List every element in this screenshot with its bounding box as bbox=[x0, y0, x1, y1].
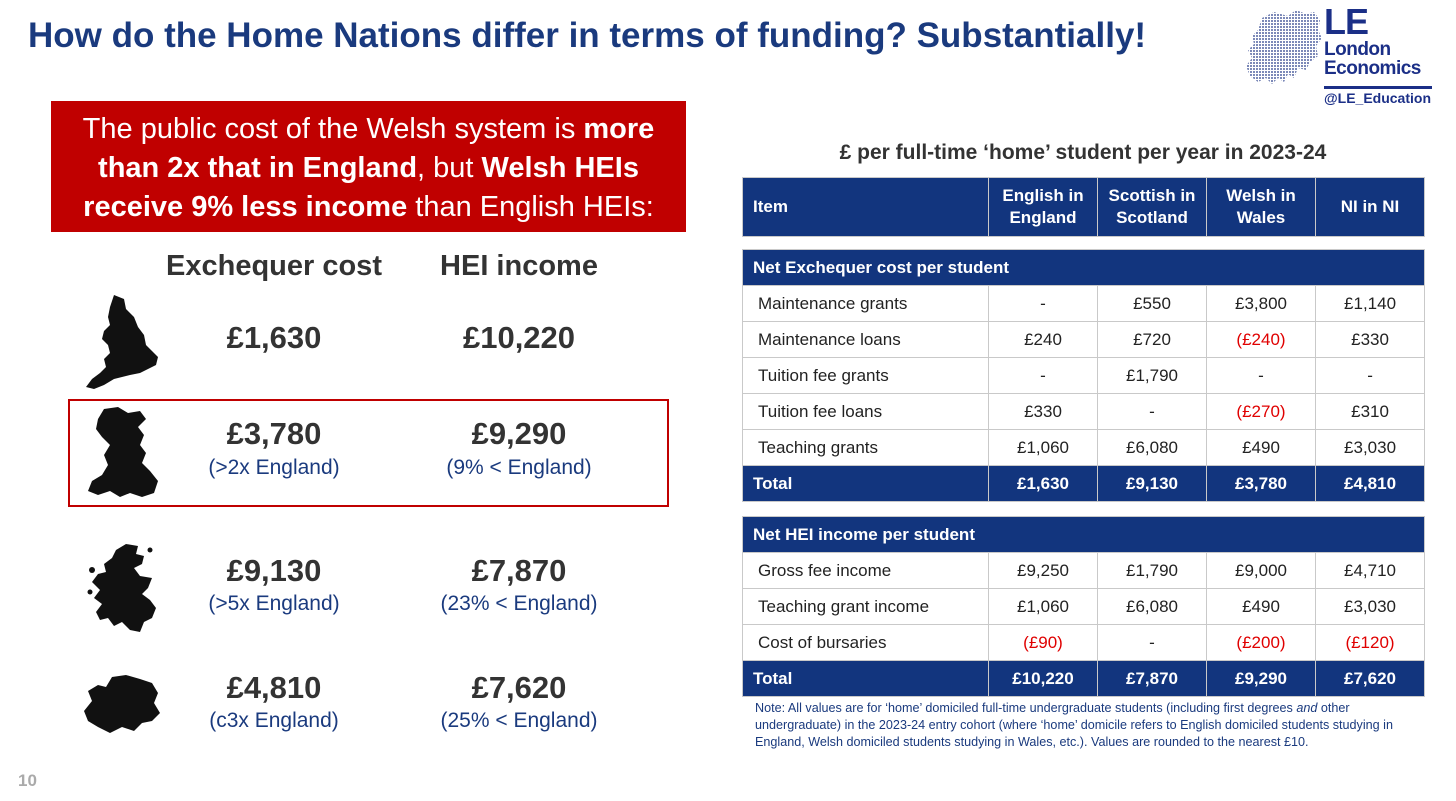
table-row bbox=[743, 589, 1425, 625]
london-economics-logo bbox=[1244, 1, 1438, 110]
row-label: Teaching grant income bbox=[743, 589, 989, 625]
table-cell: £4,710 bbox=[1316, 553, 1425, 589]
table-cell: £3,800 bbox=[1207, 286, 1316, 322]
scotland-exchequer-cost: £9,130 bbox=[226, 553, 322, 588]
callout-text-2: , but bbox=[417, 152, 482, 184]
europe-map-icon bbox=[1244, 8, 1324, 90]
table-cell: £3,030 bbox=[1316, 430, 1425, 466]
wales-exchequer-note: (>2x England) bbox=[208, 456, 340, 479]
table-cell: £490 bbox=[1207, 589, 1316, 625]
logo-line-2: Economics bbox=[1324, 58, 1421, 79]
table-cell-negative: (£270) bbox=[1207, 394, 1316, 430]
table-cell: £310 bbox=[1316, 394, 1425, 430]
total-cell: £7,620 bbox=[1316, 661, 1425, 697]
table-row bbox=[743, 553, 1425, 589]
exchequer-cost-table bbox=[742, 249, 1425, 502]
callout-bold-1: more than 2x that in England bbox=[98, 113, 655, 184]
table-cell: £3,030 bbox=[1316, 589, 1425, 625]
total-cell: £3,780 bbox=[1207, 466, 1316, 502]
row-label: Gross fee income bbox=[743, 553, 989, 589]
table-cell: £550 bbox=[1098, 286, 1207, 322]
hei-income-table bbox=[742, 516, 1425, 697]
callout-text-1: The public cost of the Welsh system is bbox=[82, 113, 584, 145]
logo-handle: @LE_Education bbox=[1324, 90, 1431, 106]
table-cell-negative: (£120) bbox=[1316, 625, 1425, 661]
table-cell: £1,060 bbox=[989, 589, 1098, 625]
table-title: £ per full-time ‘home’ student per year in 2023-24 bbox=[839, 141, 1327, 164]
logo-rule bbox=[1324, 86, 1432, 89]
total-label: Total bbox=[743, 466, 989, 502]
table-cell: - bbox=[989, 286, 1098, 322]
row-label: Tuition fee grants bbox=[743, 358, 989, 394]
table-cell: £490 bbox=[1207, 430, 1316, 466]
wales-exchequer-cost: £3,780 bbox=[226, 416, 322, 451]
table-cell: - bbox=[1207, 358, 1316, 394]
table-footnote bbox=[755, 700, 1425, 751]
section-header bbox=[743, 250, 1425, 286]
table-cell: £330 bbox=[989, 394, 1098, 430]
callout-text-3: than English HEIs: bbox=[407, 191, 654, 223]
table-cell: £720 bbox=[1098, 322, 1207, 358]
row-label: Maintenance grants bbox=[743, 286, 989, 322]
table-cell: £6,080 bbox=[1098, 430, 1207, 466]
hei-income-heading: HEI income bbox=[440, 250, 598, 282]
table-cell: £1,790 bbox=[1098, 553, 1207, 589]
callout-bold-2: Welsh HEIs receive 9% less income bbox=[83, 152, 639, 223]
table-cell: £9,250 bbox=[989, 553, 1098, 589]
total-label: Total bbox=[743, 661, 989, 697]
total-cell: £1,630 bbox=[989, 466, 1098, 502]
table-cell: - bbox=[1098, 625, 1207, 661]
scotland-hei-income: £7,870 bbox=[471, 553, 567, 588]
table-cell-negative: (£90) bbox=[989, 625, 1098, 661]
table-cell: £330 bbox=[1316, 322, 1425, 358]
header-scotland: Scottish in Scotland bbox=[1098, 178, 1207, 237]
total-cell: £10,220 bbox=[989, 661, 1098, 697]
total-row bbox=[743, 661, 1425, 697]
row-label: Cost of bursaries bbox=[743, 625, 989, 661]
england-hei-income: £10,220 bbox=[462, 320, 576, 355]
table-cell: £1,140 bbox=[1316, 286, 1425, 322]
table-cell-negative: (£200) bbox=[1207, 625, 1316, 661]
slide-title: How do the Home Nations differ in terms of funding? Substantially! bbox=[28, 16, 1147, 55]
scotland-exchequer-note: (>5x England) bbox=[208, 592, 340, 615]
table-cell: £240 bbox=[989, 322, 1098, 358]
table-row bbox=[743, 430, 1425, 466]
ni-exchequer-cost: £4,810 bbox=[226, 670, 322, 705]
table-row bbox=[743, 394, 1425, 430]
total-cell: £9,130 bbox=[1098, 466, 1207, 502]
key-finding-callout bbox=[51, 101, 686, 232]
section-label: Net Exchequer cost per student bbox=[743, 250, 1425, 286]
table-row bbox=[743, 286, 1425, 322]
table-cell: - bbox=[1316, 358, 1425, 394]
table-cell: - bbox=[989, 358, 1098, 394]
footnote-italic: and bbox=[1296, 701, 1318, 715]
table-header bbox=[742, 177, 1425, 237]
table-cell: £1,790 bbox=[1098, 358, 1207, 394]
exchequer-cost-heading: Exchequer cost bbox=[166, 250, 382, 282]
row-label: Tuition fee loans bbox=[743, 394, 989, 430]
section-label: Net HEI income per student bbox=[743, 517, 1425, 553]
ni-exchequer-note: (c3x England) bbox=[209, 709, 339, 732]
header-england: English in England bbox=[989, 178, 1098, 237]
logo-line-1: London bbox=[1324, 39, 1391, 60]
total-cell: £4,810 bbox=[1316, 466, 1425, 502]
header-item: Item bbox=[743, 178, 989, 237]
scotland-income-note: (23% < England) bbox=[440, 592, 598, 615]
header-wales: Welsh in Wales bbox=[1207, 178, 1316, 237]
header-row bbox=[743, 178, 1425, 237]
row-label: Maintenance loans bbox=[743, 322, 989, 358]
logo-le: LE bbox=[1324, 1, 1369, 42]
table-row bbox=[743, 358, 1425, 394]
row-label: Teaching grants bbox=[743, 430, 989, 466]
ni-hei-income: £7,620 bbox=[471, 670, 567, 705]
table-cell-negative: (£240) bbox=[1207, 322, 1316, 358]
section-header bbox=[743, 517, 1425, 553]
total-cell: £9,290 bbox=[1207, 661, 1316, 697]
table-cell: £9,000 bbox=[1207, 553, 1316, 589]
table-cell: - bbox=[1098, 394, 1207, 430]
table-cell: £1,060 bbox=[989, 430, 1098, 466]
england-exchequer-cost: £1,630 bbox=[226, 320, 322, 355]
page-number: 10 bbox=[18, 771, 37, 790]
table-cell: £6,080 bbox=[1098, 589, 1207, 625]
header-ni: NI in NI bbox=[1316, 178, 1425, 237]
total-cell: £7,870 bbox=[1098, 661, 1207, 697]
ni-income-note: (25% < England) bbox=[440, 709, 598, 732]
wales-income-note: (9% < England) bbox=[446, 456, 592, 479]
total-row bbox=[743, 466, 1425, 502]
table-row bbox=[743, 322, 1425, 358]
wales-hei-income: £9,290 bbox=[471, 416, 567, 451]
table-row bbox=[743, 625, 1425, 661]
footnote-text-2: other undergraduate) in the 2023-24 entry cohort (where ‘home’ domicile refers to English domiciled students studying in England, Welsh domiciled students studying in Wales, etc.). Values are rounded to the nearest £10. bbox=[755, 701, 1393, 749]
footnote-text-1: Note: All values are for ‘home’ domiciled full-time undergraduate students (including first degrees bbox=[755, 701, 1297, 715]
